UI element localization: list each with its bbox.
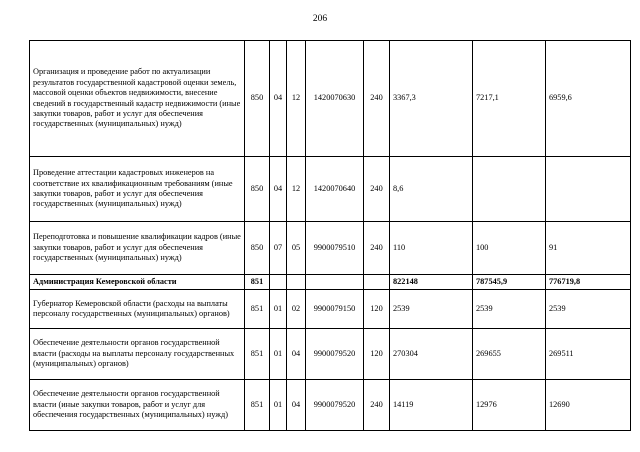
amount-year3-cell: 269511 xyxy=(546,329,631,380)
target-item-code-cell xyxy=(306,275,364,290)
expense-type-code-cell: 240 xyxy=(364,41,390,157)
table-row-department-total xyxy=(30,275,631,290)
amount-year2-cell: 2539 xyxy=(473,290,546,329)
amount-year2-cell: 7217,1 xyxy=(473,41,546,157)
subsection-code-cell: 04 xyxy=(287,380,306,431)
amount-year1-cell: 3367,3 xyxy=(390,41,473,157)
department-code-cell: 850 xyxy=(245,222,270,275)
target-item-code-cell: 1420070640 xyxy=(306,157,364,222)
section-code-cell: 01 xyxy=(270,290,287,329)
department-code-cell: 851 xyxy=(245,329,270,380)
department-code-cell: 850 xyxy=(245,41,270,157)
subsection-code-cell: 12 xyxy=(287,157,306,222)
amount-year1-cell: 270304 xyxy=(390,329,473,380)
budget-table xyxy=(29,40,631,431)
section-code-cell: 07 xyxy=(270,222,287,275)
amount-year2-cell xyxy=(473,157,546,222)
amount-year3-cell: 91 xyxy=(546,222,631,275)
expense-name-cell: Организация и проведение работ по актуализации результатов государственной кадастровой оценки земель, массовой оценки объектов недвижимости, внесение сведений в государственный кадастр недвижимости (иные закупки товаров, работ и услуг для обеспечения государственных (муниципальных) нужд) xyxy=(30,41,245,157)
amount-year3-cell: 2539 xyxy=(546,290,631,329)
section-code-cell: 04 xyxy=(270,157,287,222)
expense-name-cell: Губернатор Кемеровской области (расходы на выплаты персоналу государственных (муниципальных) органов) xyxy=(30,290,245,329)
expense-name-cell: Проведение аттестации кадастровых инженеров на соответствие их квалификационным требованиям (иные закупки товаров, работ и услуг для обеспечения государственных (муниципальных) нужд) xyxy=(30,157,245,222)
expense-name-cell: Обеспечение деятельности органов государственной власти (иные закупки товаров, работ и услуг для обеспечения государственных (муниципальных) нужд) xyxy=(30,380,245,431)
amount-year1-cell: 8,6 xyxy=(390,157,473,222)
section-code-cell xyxy=(270,275,287,290)
table-row xyxy=(30,222,631,275)
table-row xyxy=(30,290,631,329)
amount-year2-cell: 100 xyxy=(473,222,546,275)
department-code-cell: 851 xyxy=(245,275,270,290)
expense-name-cell: Администрация Кемеровской области xyxy=(30,275,245,290)
expense-name-cell: Обеспечение деятельности органов государственной власти (расходы на выплаты персоналу государственных (муниципальных) органов) xyxy=(30,329,245,380)
subsection-code-cell xyxy=(287,275,306,290)
target-item-code-cell: 9900079520 xyxy=(306,380,364,431)
amount-year3-cell xyxy=(546,157,631,222)
department-code-cell: 851 xyxy=(245,290,270,329)
amount-year2-cell: 269655 xyxy=(473,329,546,380)
amount-year1-cell: 2539 xyxy=(390,290,473,329)
table-row xyxy=(30,329,631,380)
expense-type-code-cell: 240 xyxy=(364,222,390,275)
amount-year2-cell: 787545,9 xyxy=(473,275,546,290)
target-item-code-cell: 1420070630 xyxy=(306,41,364,157)
table-row xyxy=(30,41,631,157)
amount-year1-cell: 110 xyxy=(390,222,473,275)
section-code-cell: 01 xyxy=(270,329,287,380)
subsection-code-cell: 05 xyxy=(287,222,306,275)
table-row xyxy=(30,157,631,222)
subsection-code-cell: 12 xyxy=(287,41,306,157)
target-item-code-cell: 9900079510 xyxy=(306,222,364,275)
amount-year3-cell: 12690 xyxy=(546,380,631,431)
department-code-cell: 851 xyxy=(245,380,270,431)
subsection-code-cell: 02 xyxy=(287,290,306,329)
amount-year1-cell: 822148 xyxy=(390,275,473,290)
expense-type-code-cell: 120 xyxy=(364,329,390,380)
department-code-cell: 850 xyxy=(245,157,270,222)
table-row xyxy=(30,380,631,431)
amount-year3-cell: 776719,8 xyxy=(546,275,631,290)
amount-year3-cell: 6959,6 xyxy=(546,41,631,157)
expense-type-code-cell: 240 xyxy=(364,380,390,431)
expense-type-code-cell: 240 xyxy=(364,157,390,222)
section-code-cell: 04 xyxy=(270,41,287,157)
expense-name-cell: Переподготовка и повышение квалификации кадров (иные закупки товаров, работ и услуг для обеспечения государственных (муниципальных) нужд) xyxy=(30,222,245,275)
subsection-code-cell: 04 xyxy=(287,329,306,380)
target-item-code-cell: 9900079520 xyxy=(306,329,364,380)
section-code-cell: 01 xyxy=(270,380,287,431)
target-item-code-cell: 9900079150 xyxy=(306,290,364,329)
amount-year1-cell: 14119 xyxy=(390,380,473,431)
amount-year2-cell: 12976 xyxy=(473,380,546,431)
expense-type-code-cell xyxy=(364,275,390,290)
page-number: 206 xyxy=(312,14,328,24)
expense-type-code-cell: 120 xyxy=(364,290,390,329)
